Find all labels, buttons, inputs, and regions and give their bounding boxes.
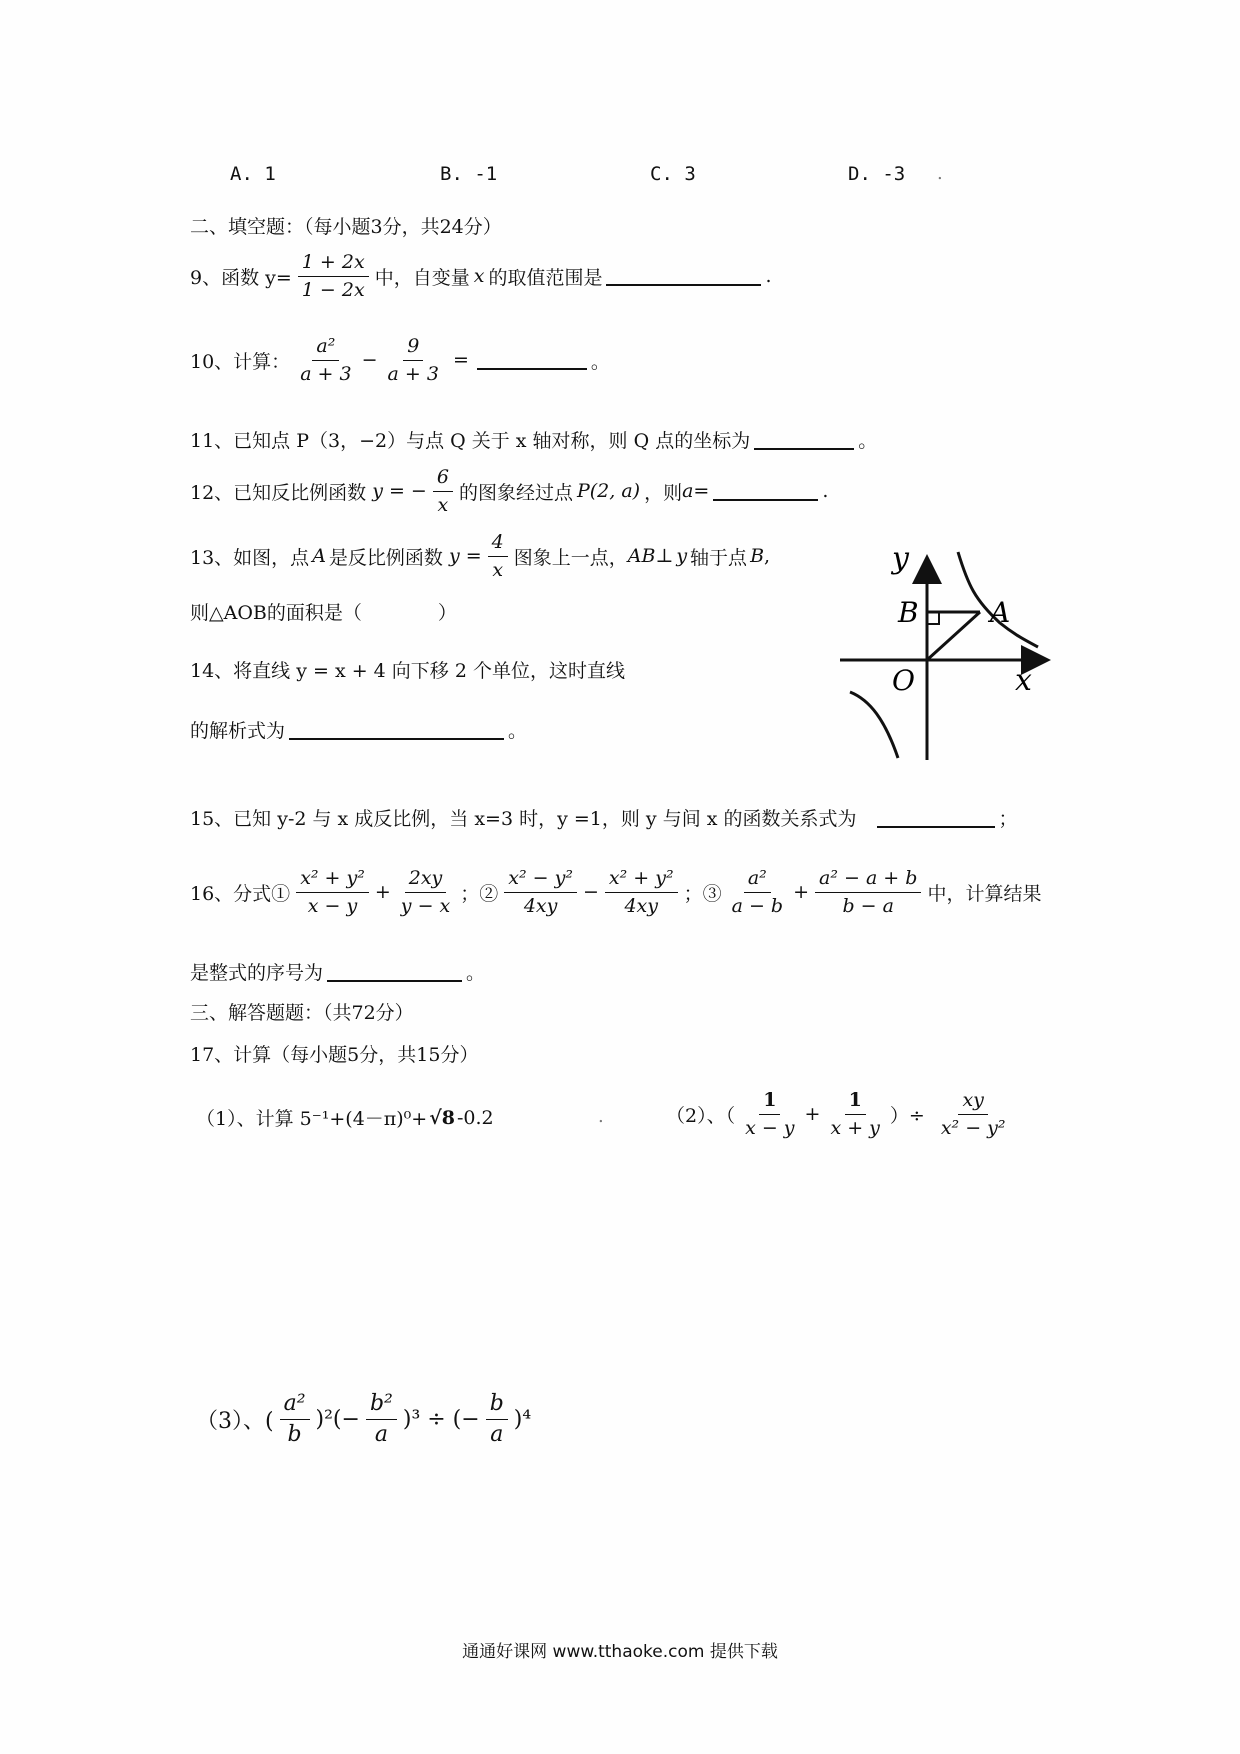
right-angle-mark bbox=[927, 612, 939, 624]
fraction: $\frac{1}{x - y}$ bbox=[745, 1089, 795, 1139]
question-12: 12、已知反比例函数 y = − $\frac{6}{x}$ 的图象经过点 P(2, a) ，则 a= . bbox=[190, 466, 829, 516]
hyperbola-figure bbox=[830, 540, 1060, 770]
fraction: $\frac{9}{a + 3}$ bbox=[387, 335, 439, 385]
fraction: $\frac{6}{x}$ bbox=[433, 467, 453, 516]
label-y: y bbox=[892, 541, 909, 576]
option-a: A. 1 bbox=[230, 163, 276, 185]
answer-blank[interactable] bbox=[713, 481, 818, 501]
fraction: $\frac{1 + 2x}{1 - 2x}$ bbox=[298, 252, 369, 301]
label-x: x bbox=[1015, 663, 1032, 698]
question-11: 11、已知点 P（3，−2）与点 Q 关于 x 轴对称，则 Q 点的坐标为 。 bbox=[190, 430, 878, 452]
option-d: D. -3 bbox=[848, 163, 906, 185]
option-c: C. 3 bbox=[650, 163, 696, 185]
label-o: O bbox=[892, 664, 915, 697]
label-a: A bbox=[990, 596, 1011, 629]
question-15: 15、已知 y-2 与 x 成反比例，当 x=3 时，y =1，则 y 与间 x 的函数关系式为 ； bbox=[190, 808, 1018, 830]
fraction: $\frac{1}{x + y}$ bbox=[830, 1089, 880, 1139]
fraction: $\frac{\text{a²}}{a - b}$ bbox=[731, 867, 784, 917]
fraction: $\frac{\text{b²}}{a}$ bbox=[366, 1392, 397, 1447]
answer-blank[interactable] bbox=[606, 266, 761, 286]
question-16: 16、分式① $\frac{\text{x² + y²}}{x - y}$ + $\frac{2xy}{y - x}$ ；② $\frac{\text{x² − y²}}{4xy}$ − $\frac{\text{x² + y²}}{4xy}$ ；③ $\frac{\text{a²}}{a - b}$ + $\frac{\text{a² − a + b}}{b - a}$ 中，计算结果 bbox=[190, 867, 1042, 917]
segment-oa bbox=[927, 612, 980, 660]
problem-17-3: （3）、( $\frac{\text{a²}}{b}$ )²(− $\frac{\text{b²}}{a}$ )³ ÷ (− $\frac{b}{a}$ )⁴ bbox=[196, 1391, 532, 1448]
hyperbola-branch-lower bbox=[850, 692, 898, 758]
question-9: 9、函数 y= $\frac{1 + 2x}{1 - 2x}$ 中，自变量 x 的取值范围是 . bbox=[190, 251, 772, 301]
fraction: $\frac{\text{x² + y²}}{4xy}$ bbox=[605, 868, 678, 917]
problem-17-2: （2）、（ $\frac{1}{x - y}$ + $\frac{1}{x + y}$ ）÷ $\frac{xy}{\text{x² − y²}}$ bbox=[666, 1090, 1016, 1139]
fraction: $\frac{xy}{\text{x² − y²}}$ bbox=[940, 1089, 1006, 1139]
question-13-line2: 则△AOB的面积是（ ） bbox=[190, 602, 457, 624]
footer-source: 通通好课网 www.tthaoke.com 提供下载 bbox=[462, 1642, 778, 1662]
fraction: $\frac{4}{x}$ bbox=[488, 532, 508, 581]
problem-17-1: （1）、计算 5⁻¹+(4－π)⁰+ √8 -0.2 bbox=[196, 1106, 494, 1130]
stray-dot-2: . bbox=[598, 1106, 604, 1127]
option-b: B. -1 bbox=[440, 163, 498, 185]
question-14: 14、将直线 y = x + 4 向下移 2 个单位，这时直线 bbox=[190, 660, 625, 682]
stray-dot: . bbox=[937, 163, 943, 184]
question-13: 13、如图，点 A 是反比例函数 y = $\frac{4}{x}$ 图象上一点， AB ⊥ y 轴于点 B , bbox=[190, 531, 771, 581]
answer-blank[interactable] bbox=[327, 962, 462, 982]
fraction: $\frac{b}{a}$ bbox=[486, 1392, 508, 1447]
answer-blank[interactable] bbox=[877, 808, 995, 828]
fraction: $\frac{\text{x² + y²}}{x - y}$ bbox=[296, 868, 369, 917]
fraction: $\frac{\text{x² − y²}}{4xy}$ bbox=[504, 868, 577, 917]
answer-blank[interactable] bbox=[477, 350, 587, 370]
fraction: $\frac{\text{a² − a + b}}{b - a}$ bbox=[815, 868, 921, 917]
question-17: 17、计算（每小题5分，共15分） bbox=[190, 1044, 479, 1066]
answer-blank[interactable] bbox=[754, 430, 854, 450]
question-10: 10、计算： $\frac{\text{a²}}{a + 3}$ − $\frac{9}{a + 3}$ = 。 bbox=[190, 335, 610, 385]
question-16-line2: 是整式的序号为 。 bbox=[190, 962, 486, 984]
fraction: $\frac{\text{a²}}{a + 3}$ bbox=[300, 335, 352, 385]
section-2-heading: 二、填空题：（每小题3分，共24分） bbox=[190, 216, 502, 238]
answer-blank[interactable] bbox=[289, 720, 504, 740]
question-14-line2: 的解析式为 。 bbox=[190, 720, 528, 742]
label-b: B bbox=[898, 596, 919, 629]
section-3-heading: 三、解答题题：（共72分） bbox=[190, 1002, 414, 1024]
fraction: $\frac{\text{a²}}{b}$ bbox=[280, 1392, 310, 1447]
fraction: $\frac{2xy}{y - x}$ bbox=[400, 867, 451, 917]
